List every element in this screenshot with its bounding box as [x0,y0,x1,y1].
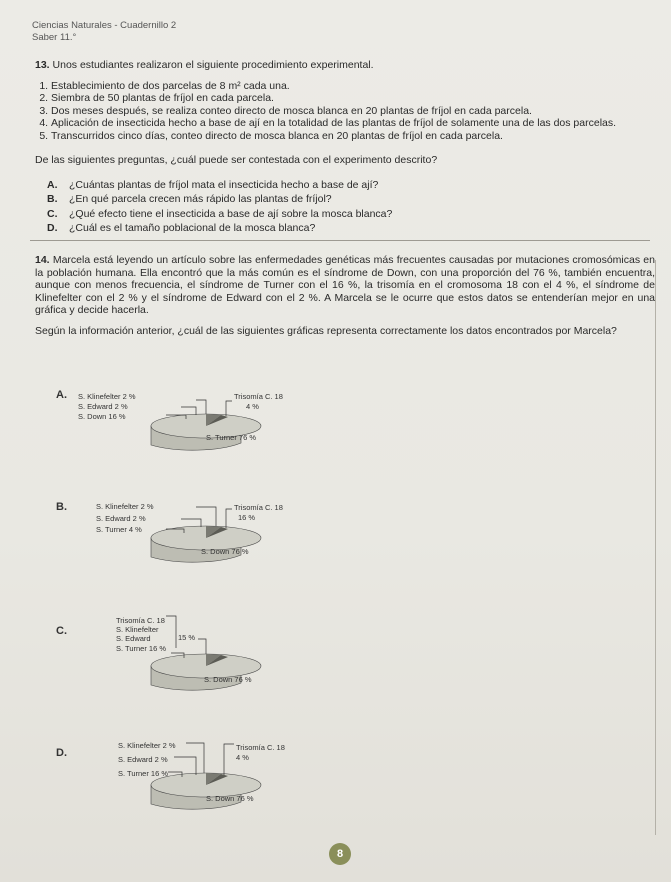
option-b-chart[interactable] [56,495,316,585]
question-paragraph: Marcela está leyendo un artículo sobre las enfermedades genéticas más frecuentes causadas por mutaciones cromosómicas en la población humana. Ella encontró que la más común es el síndrome de Down, con una proporción del 76 %, también encuentra, aunque con menos frecuencia, el síndrome de Turner con el 16 %, la trisomía en el cromosoma 18 con el 4 %, el síndrome de Klinefelter con el 2 % y el síndrome de Edward con el 2 %. A Marcela se le ocurre que estos datos se entenderían mejor en una gráfica y decide hacerla. [35,254,655,316]
option-d-chart[interactable] [56,735,316,825]
margin-line [655,260,656,835]
procedure-step: 3. Dos meses después, se realiza conteo directo de mosca blanca en 20 plantas de fríjol en cada parcela. [51,105,655,118]
option-letter: A. [47,178,58,191]
label-big-slice: S. Down 76 % [201,547,249,556]
option-text: ¿Qué efecto tiene el insecticida a base de ají sobre la mosca blanca? [69,207,393,220]
procedure-step: 4. Aplicación de insecticida hecho a base de ají en la totalidad de las plantas de fríjol de solamente una de las dos parcelas. [51,117,655,130]
option-a-chart[interactable] [56,383,316,473]
label-klinefelter: S. Klinefelter 2 % [118,741,176,750]
label-small: S. Turner 16 % [118,769,169,778]
label-big-slice: S. Down 76 % [206,794,254,803]
subject-title: Ciencias Naturales - Cuadernillo 2 [32,20,177,31]
label-edward: S. Edward 2 % [78,402,128,411]
label-trisomia: Trisomía C. 18 [236,743,285,752]
label-trisomia-value: 4 % [236,753,249,762]
label-edward: S. Edward 2 % [96,514,146,523]
option-letter: B. [47,193,58,205]
label-big-slice: S. Down 76 % [204,675,252,684]
label-trisomia: Trisomía C. 18 [234,503,283,512]
option-letter: D. [47,222,58,234]
question-number: 13. [35,59,50,71]
chart-letter: A. [56,389,67,401]
label-small: S. Down 16 % [78,412,126,421]
question-13 [35,59,655,235]
question-divider [30,240,650,241]
label-trisomia-value: 15 % [178,633,196,642]
answer-options [35,179,655,235]
page-number-badge: 8 [329,843,351,865]
label-small: S. Turner 16 % [116,644,167,653]
question-number: 14. [35,254,50,266]
option-text: ¿Cuántas plantas de fríjol mata el insecticida hecho a base de ají? [69,178,379,191]
option-d[interactable] [47,222,655,235]
procedure-step: 1. Establecimiento de dos parcelas de 8 m² cada una. [51,80,655,93]
question-prompt: Según la información anterior, ¿cuál de las siguientes gráficas representa correctamente los datos encontrados por Marcela? [35,324,617,337]
label-edward: S. Edward [116,634,151,643]
label-trisomia-value: 16 % [238,513,256,522]
chart-letter: B. [56,501,67,513]
procedure-step: 5. Transcurridos cinco días, conteo directo de mosca blanca en 20 plantas de fríjol en cada parcela. [51,130,655,143]
chart-letter: C. [56,625,67,637]
pie-chart [56,613,316,703]
header [32,20,176,44]
option-c[interactable] [47,208,655,221]
option-a[interactable] [47,179,655,192]
label-trisomia: Trisomía C. 18 [234,392,283,401]
label-klinefelter: S. Klinefelter 2 % [96,502,154,511]
question-prompt: De las siguientes preguntas, ¿cuál puede ser contestada con el experimento descrito? [35,154,438,166]
option-text: ¿En qué parcela crecen más rápido las plantas de fríjol? [69,193,332,205]
option-b[interactable] [47,193,655,206]
label-small: S. Turner 4 % [96,525,142,534]
procedure-steps [35,80,655,143]
label-trisomia: Trisomía C. 18 [116,616,165,625]
label-edward: S. Edward 2 % [118,755,168,764]
option-text: ¿Cuál es el tamaño poblacional de la mosca blanca? [69,222,316,234]
label-big-slice: S. Turner 76 % [206,433,257,442]
chart-letter: D. [56,747,67,759]
option-c-chart[interactable] [56,613,316,703]
procedure-step: 2. Siembra de 50 plantas de fríjol en cada parcela. [51,92,655,105]
question-intro: Unos estudiantes realizaron el siguiente procedimiento experimental. [52,59,374,71]
label-klinefelter: S. Klinefelter 2 % [78,392,136,401]
option-letter: C. [47,207,58,220]
question-14 [35,254,655,345]
label-klinefelter: S. Klinefelter [116,625,159,634]
label-trisomia-value: 4 % [246,402,259,411]
level-label: Saber 11.° [32,32,77,43]
